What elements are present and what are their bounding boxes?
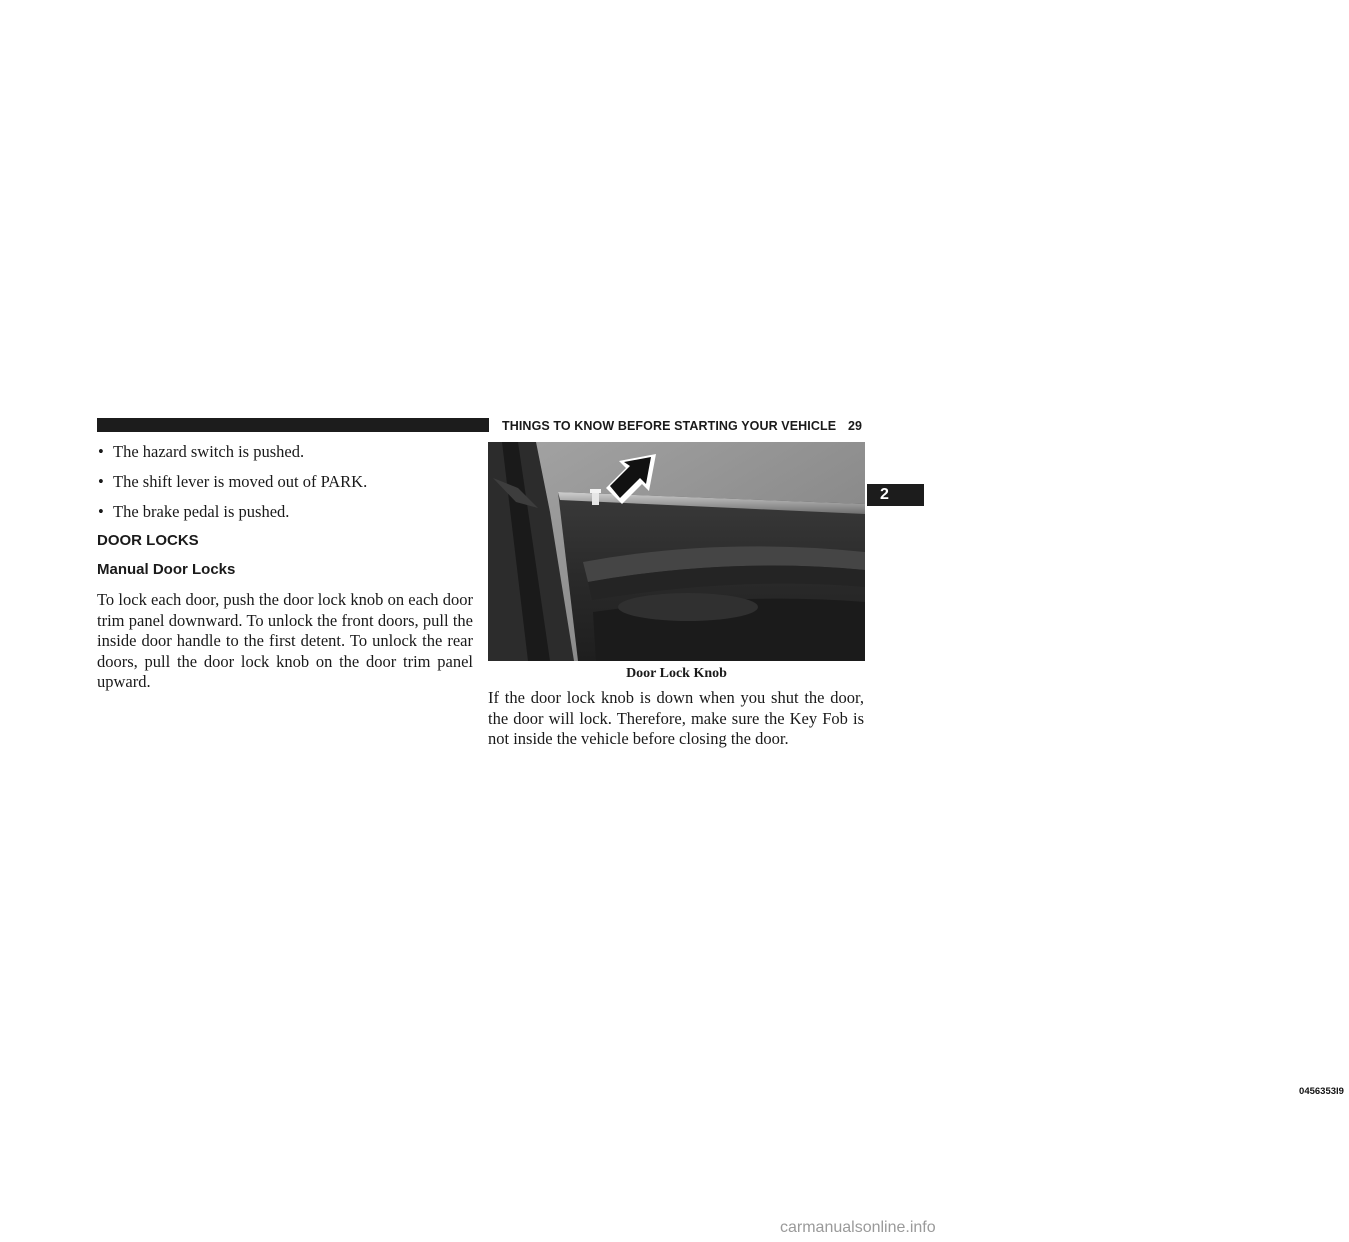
page-number: 29 bbox=[848, 419, 862, 433]
subsection-heading: Manual Door Locks bbox=[97, 561, 236, 578]
bullet-icon: • bbox=[98, 472, 104, 491]
bullet-list bbox=[97, 442, 477, 532]
chapter-number: 2 bbox=[880, 486, 889, 503]
list-item: • The shift lever is moved out of PARK. bbox=[98, 472, 368, 491]
bullet-icon: • bbox=[98, 502, 104, 521]
bullet-icon: • bbox=[98, 442, 104, 461]
body-paragraph: If the door lock knob is down when you shut the door, the door will lock. Therefore, make sure the Key Fob is not inside the vehicle before closing the door. bbox=[488, 688, 864, 748]
section-heading: DOOR LOCKS bbox=[97, 532, 199, 549]
running-header: THINGS TO KNOW BEFORE STARTING YOUR VEHICLE bbox=[502, 419, 837, 433]
figure-caption: Door Lock Knob bbox=[626, 666, 727, 681]
list-item: • The hazard switch is pushed. bbox=[98, 442, 305, 461]
watermark: carmanualsonline.info bbox=[780, 1219, 936, 1236]
figure-id-label: 0456353l9 bbox=[1294, 1086, 1349, 1098]
chapter-tab bbox=[867, 484, 924, 506]
list-item: • The brake pedal is pushed. bbox=[98, 502, 290, 521]
door-panel-illustration bbox=[488, 442, 865, 661]
body-paragraph: To lock each door, push the door lock knob on each door trim panel downward. To unlock the front doors, pull the inside door handle to the first detent. To unlock the rear doors, pull the door lock knob on the door trim panel upward. bbox=[97, 590, 473, 691]
header-rule bbox=[97, 418, 489, 432]
